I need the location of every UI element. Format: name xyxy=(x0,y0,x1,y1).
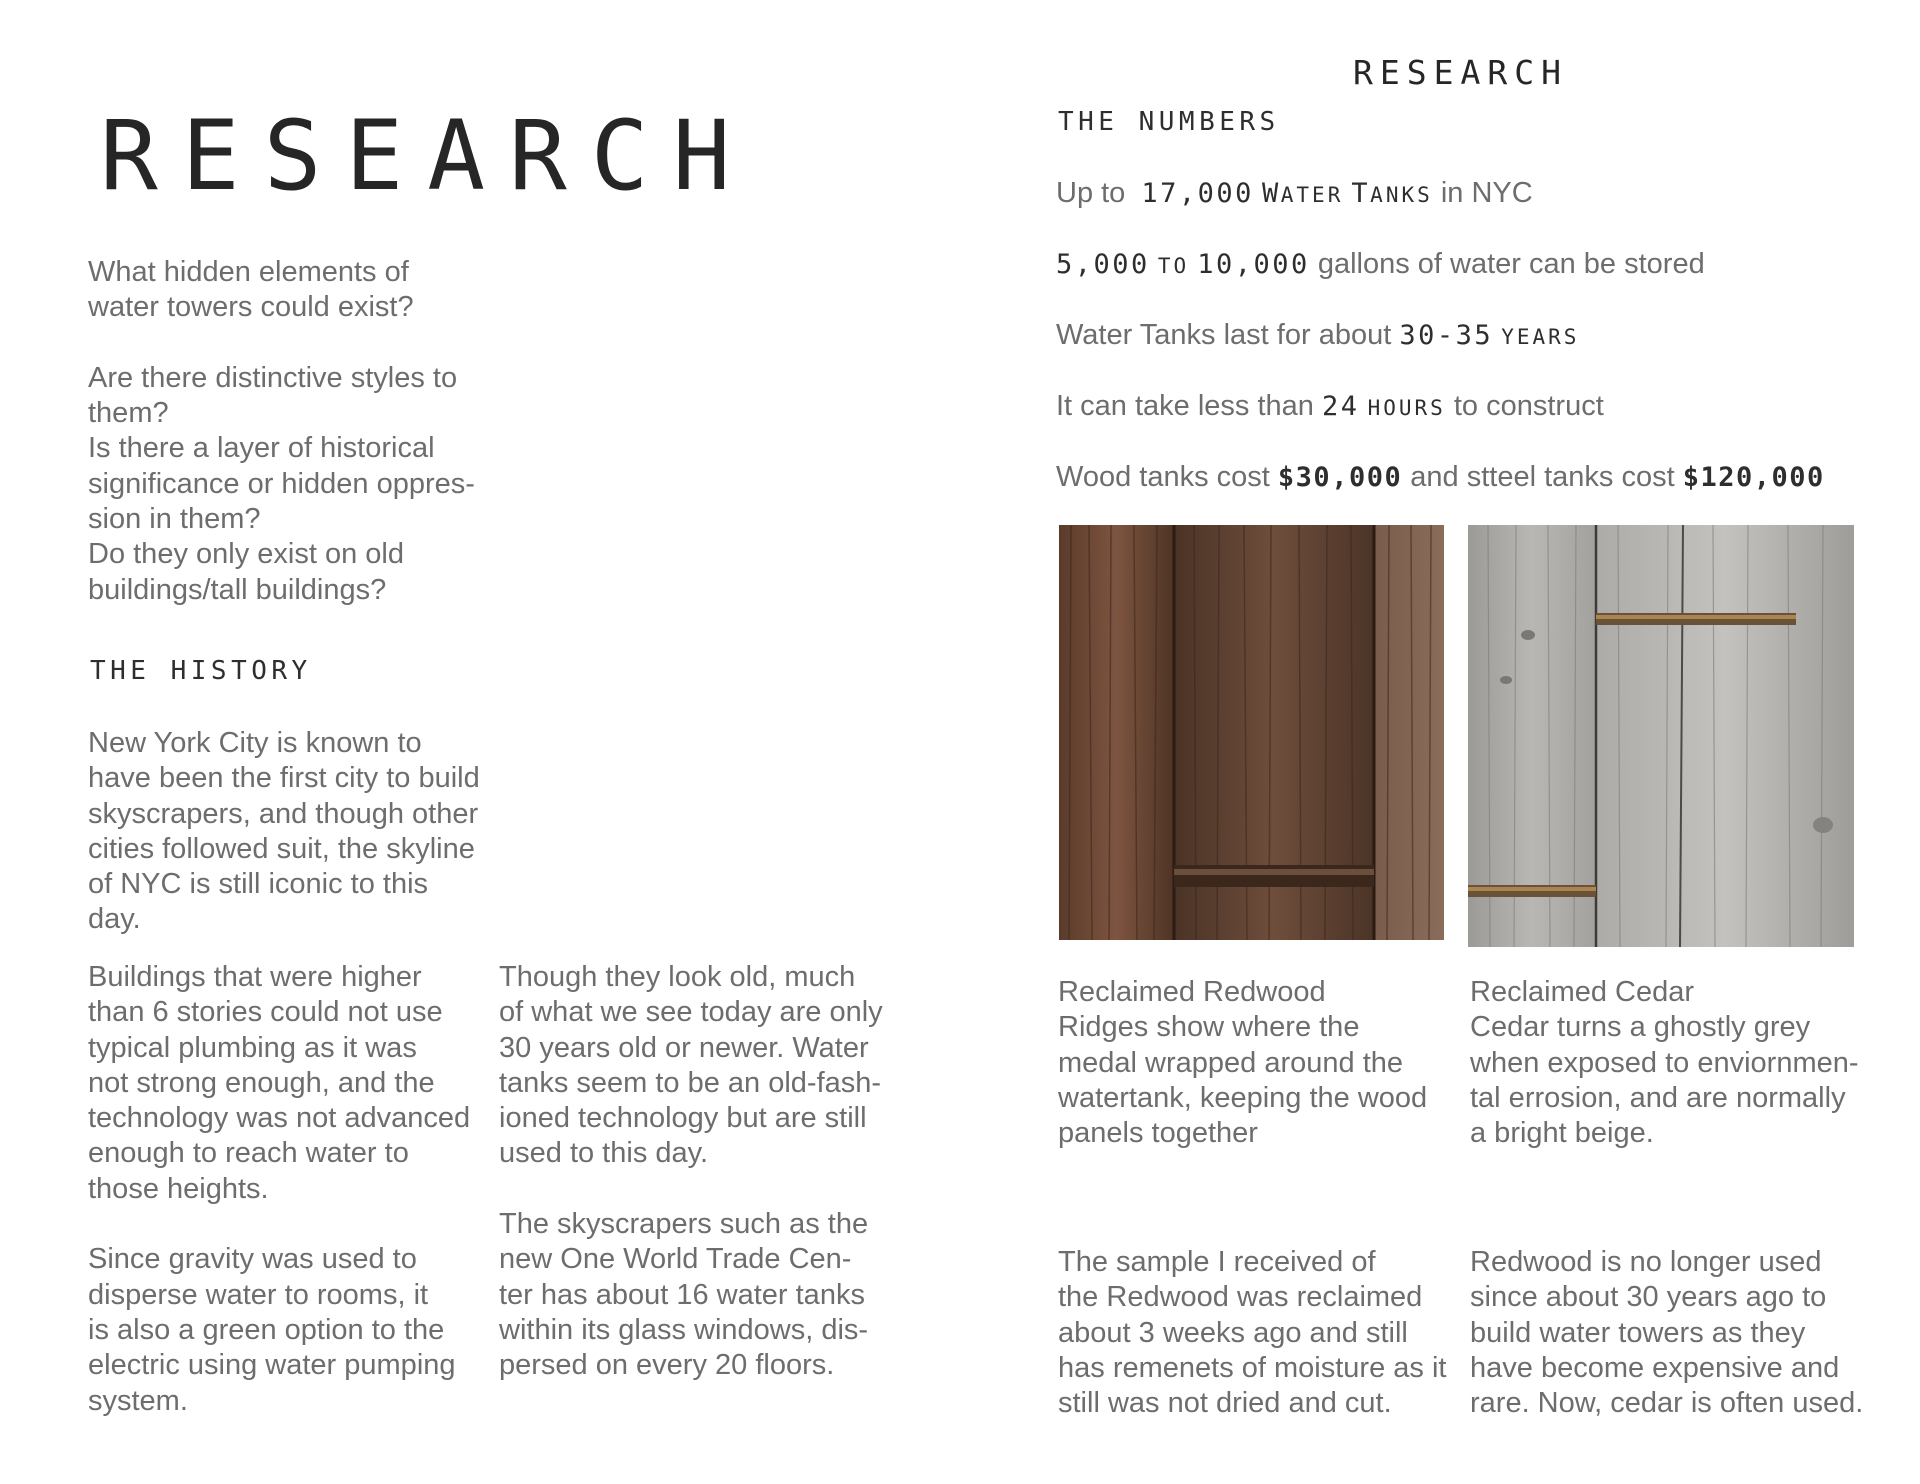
history-heading: THE HISTORY xyxy=(90,656,312,686)
history-intro: New York City is known to have been the first city to build skyscrapers, and though other cities followed suit, the skyline of NYC is still iconic to this day. xyxy=(88,727,480,936)
stat-unit-cap: T xyxy=(1351,178,1371,209)
stat-gallons xyxy=(1056,250,1705,279)
stat-number: 10,000 xyxy=(1197,249,1310,280)
page-title: RESEARCH xyxy=(100,100,755,212)
cedar-photo xyxy=(1468,525,1854,947)
stat-unit: ANKS xyxy=(1370,183,1433,207)
stat-unit: HOURS xyxy=(1367,396,1446,420)
right-page-title: RESEARCH xyxy=(1353,53,1568,92)
stat-unit: YEARS xyxy=(1501,325,1580,349)
history-column-1: Buildings that were higher than 6 stories could not use typical plumbing as it was not strong enough, and the technology was not advanced enough to reach water to those heights. Since gravity was used to disperse water to rooms, it is also a green option to the electric using water pumping system. xyxy=(88,961,471,1417)
stat-unit-cap: W xyxy=(1262,178,1281,209)
stat-text: in NYC xyxy=(1440,177,1533,209)
stat-text: to construct xyxy=(1453,390,1604,422)
stat-text: gallons of water can be stored xyxy=(1317,248,1705,280)
stat-number: $30,000 xyxy=(1277,462,1403,493)
cedar-caption: Reclaimed Cedar Cedar turns a ghostly grey when exposed to enviornmen- tal errosion, and are normally a bright beige. xyxy=(1470,976,1859,1150)
stat-lifespan xyxy=(1056,321,1579,350)
cedar-texture xyxy=(1468,525,1854,947)
history-column-2: Though they look old, much of what we see today are only 30 years old or newer. Water tanks seem to be an old-fash- ioned technology but are still used to this day. The skyscrapers such as the new One World Trade Cen- ter has about 16 water tanks within its glass windows, dis- persed on every 20 floors. xyxy=(499,961,883,1382)
stat-text: Water Tanks last for about xyxy=(1056,319,1392,351)
redwood-texture xyxy=(1059,525,1444,940)
stat-number: 5,000 xyxy=(1056,249,1150,280)
stat-number: $120,000 xyxy=(1682,462,1825,493)
redwood-caption: Reclaimed Redwood Ridges show where the medal wrapped around the watertank, keeping the wood panels together xyxy=(1058,976,1428,1150)
stat-water-tanks xyxy=(1056,179,1533,208)
redwood-photo xyxy=(1059,525,1444,940)
stat-cost xyxy=(1056,463,1825,492)
stat-text: Wood tanks cost xyxy=(1056,461,1270,493)
stat-number: 24 xyxy=(1322,391,1360,422)
stat-number: 17,000 xyxy=(1141,178,1254,209)
stat-text: and stteel tanks cost xyxy=(1410,461,1675,493)
cedar-note: Redwood is no longer used since about 30 years ago to build water towers as they have become expensive and rare. Now, cedar is often used. xyxy=(1470,1246,1864,1420)
stat-number: 30-35 xyxy=(1399,320,1494,351)
numbers-heading: THE NUMBERS xyxy=(1058,107,1280,137)
stat-text: Up to xyxy=(1056,177,1126,209)
research-questions: What hidden elements of water towers could exist? Are there distinctive styles to them? Is there a layer of historical significance or hidden oppres- sion in them? Do they only exist on old buildings/tall buildings? xyxy=(88,256,475,606)
redwood-note: The sample I received of the Redwood was reclaimed about 3 weeks ago and still has remenets of moisture as it still was not dried and cut. xyxy=(1058,1246,1447,1420)
stat-construction-time xyxy=(1056,392,1604,421)
stat-unit: ATER xyxy=(1280,183,1344,207)
stat-text: It can take less than xyxy=(1056,390,1314,422)
stat-unit: TO xyxy=(1157,254,1190,278)
